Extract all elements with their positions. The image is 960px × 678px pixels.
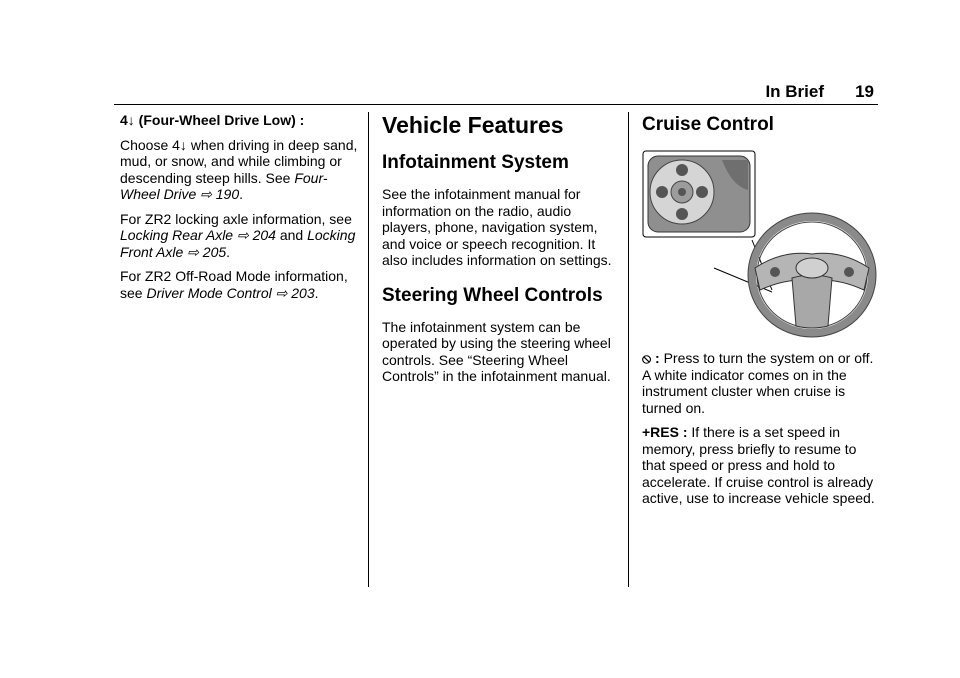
locking-rear-axle-link[interactable]: Locking Rear Axle — [120, 227, 234, 243]
off-road-mode-paragraph: For ZR2 Off-Road Mode information, see Driver Mode Control ⇨ 203. — [120, 268, 348, 301]
resume-paragraph: +RES : If there is a set speed in memory, press briefly to resume to that speed or press and hold to accelerate. If cruise control is already active, use to increase vehicle speed. — [642, 424, 875, 506]
section-title: In Brief — [765, 82, 824, 101]
page-header — [114, 80, 878, 105]
column-3 — [642, 112, 880, 515]
page-ref-204: ⇨ 204 — [233, 227, 276, 243]
column-2 — [382, 112, 616, 393]
cruise-button-closeup — [643, 151, 755, 237]
four-wheel-drive-link[interactable]: Four-Wheel Drive — [120, 169, 328, 202]
column-divider-1 — [368, 112, 369, 587]
page-ref-203: ⇨ 203 — [271, 284, 315, 301]
res-term: +RES : — [642, 424, 688, 440]
column-divider-2 — [628, 112, 629, 587]
steering-controls-paragraph: The infotainment system can be operated by using the steering wheel controls. See “Steering Wheel Controls” in the infotainment manual. — [382, 318, 611, 384]
cruise-on-off-icon: ⦸ : — [642, 350, 660, 366]
locking-axle-paragraph: For ZR2 locking axle information, see Locking Rear Axle ⇨ 204 and Locking Front Axle ⇨ 205. — [120, 210, 356, 260]
infotainment-heading: Infotainment System — [382, 152, 569, 173]
page-ref-205: ⇨ 205 — [183, 243, 227, 260]
steering-wheel-controls-illustration — [642, 150, 878, 340]
four-low-paragraph: Choose 4↓ when driving in deep sand, mud, or snow, and while climbing or descending steep hills. See Four-Wheel Drive ⇨ 190. — [120, 136, 358, 202]
four-low-term: 4↓ (Four-Wheel Drive Low) : — [120, 112, 305, 128]
vehicle-features-heading: Vehicle Features — [382, 112, 564, 138]
cruise-control-heading: Cruise Control — [642, 114, 774, 135]
cruise-on-off-paragraph: ⦸ : Press to turn the system on or off. A white indicator comes on in the instrument cluster when cruise is turned on. — [642, 350, 874, 416]
page-number: 19 — [855, 82, 874, 101]
steering-wheel-icon — [748, 213, 876, 337]
driver-mode-control-link[interactable]: Driver Mode Control — [146, 284, 272, 301]
infotainment-paragraph: See the infotainment manual for information on the radio, audio players, phone, navigation system, and voice or speech recognition. It also includes information on settings. — [382, 186, 612, 268]
column-1 — [120, 112, 358, 309]
locking-front-axle-link[interactable]: Locking Front Axle — [120, 227, 356, 260]
steering-controls-heading: Steering Wheel Controls — [382, 284, 603, 306]
page-ref-190: ⇨ 190 — [196, 186, 240, 202]
